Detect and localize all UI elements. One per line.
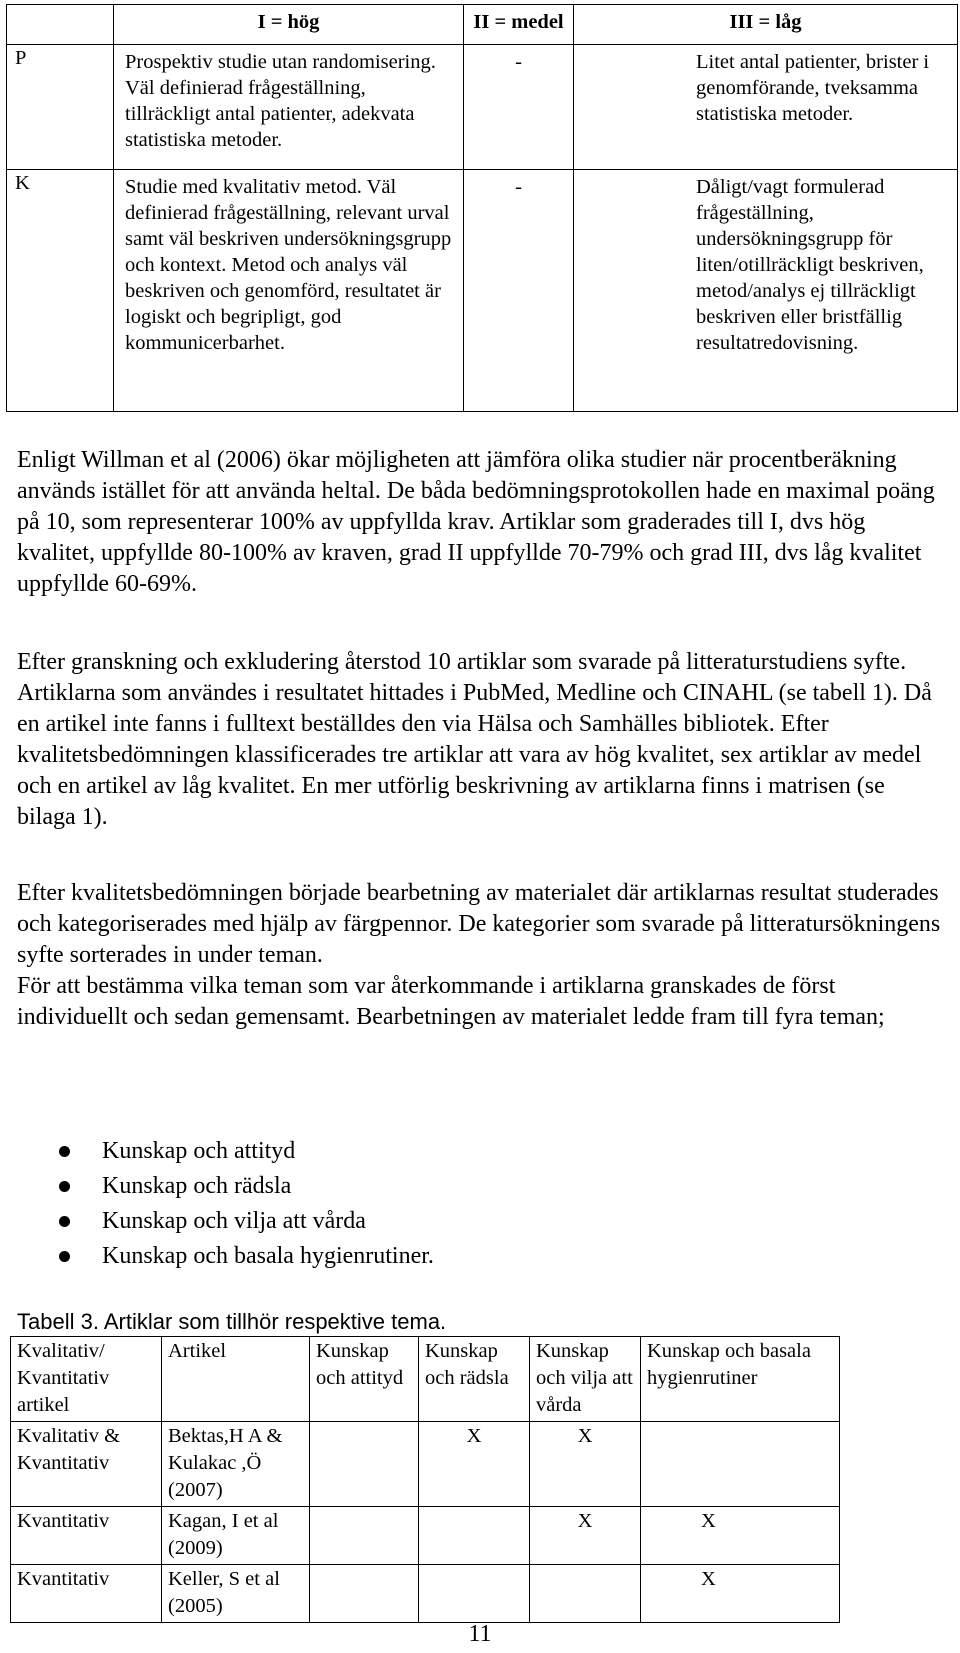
grading-medium-description: -	[464, 170, 574, 412]
bullet-icon	[59, 1216, 70, 1227]
articles-theme-table	[10, 1336, 840, 1623]
grading-row-label: K	[7, 170, 114, 412]
header-article: Artikel	[162, 1337, 310, 1422]
grading-header-row	[7, 5, 958, 45]
cell-type: Kvantitativ	[11, 1507, 162, 1565]
paragraph-percent-calculation: Enligt Willman et al (2006) ökar möjligheten att jämföra olika studier när procentberäkning används istället för att använda heltal. De båda bedömningsprotokollen hade en maximal poäng på 10, som representerar 100% av uppfyllda krav. Artiklar som graderades till I, dvs hög kvalitet, uppfyllde 80-100% av kraven, grad II uppfyllde 70-79% och grad III, dvs låg kvalitet uppfyllde 60-69%.	[17, 447, 935, 597]
cell-article: Keller, S et al (2005)	[162, 1565, 310, 1623]
cell-radsla: X	[419, 1422, 530, 1507]
theme-label: Kunskap och rädsla	[102, 1173, 292, 1199]
cell-radsla	[419, 1507, 530, 1565]
paragraph-analysis-part1: Efter kvalitetsbedömningen började bearbetning av materialet där artiklarnas resultat studerades och kategoriserades med hjälp av färgpennor. De kategorier som svarade på litteratursökningens syfte sorterades in under teman.	[17, 880, 941, 968]
grading-high-description: Prospektiv studie utan randomisering. Väl definierad frågeställning, tillräckligt antal patienter, adekvata statistiska metoder.	[114, 45, 464, 170]
bullet-icon	[59, 1251, 70, 1262]
grading-row-label: P	[7, 45, 114, 170]
cell-attityd	[310, 1422, 419, 1507]
bullet-icon	[59, 1181, 70, 1192]
header-type: Kvalitativ/ Kvantitativ artikel	[11, 1337, 162, 1422]
table-caption: Tabell 3. Artiklar som tillhör respektive tema.	[17, 1309, 447, 1334]
grading-header-empty	[7, 5, 114, 45]
themes-list	[17, 1134, 434, 1274]
page-number: 11	[468, 1621, 492, 1647]
header-attityd: Kunskap och attityd	[310, 1337, 419, 1422]
header-vilja: Kunskap och vilja att vårda	[530, 1337, 641, 1422]
header-hygien: Kunskap och basala hygienrutiner	[641, 1337, 840, 1422]
list-item	[17, 1169, 434, 1204]
table-row	[11, 1565, 840, 1623]
cell-article: Bektas,H A & Kulakac ,Ö (2007)	[162, 1422, 310, 1507]
cell-hygien: X	[641, 1507, 840, 1565]
theme-label: Kunskap och vilja att vårda	[102, 1208, 366, 1234]
cell-vilja: X	[530, 1507, 641, 1565]
paragraph-analysis	[17, 878, 947, 1033]
grading-header-low: III = låg	[574, 5, 958, 45]
grading-high-description: Studie med kvalitativ metod. Väl definierad frågeställning, relevant urval samt väl beskriven undersökningsgrupp och kontext. Metod och analys väl beskriven och genomförd, resultatet är logiskt och begripligt, god kommunicerbarhet.	[114, 170, 464, 412]
theme-label: Kunskap och basala hygienrutiner.	[102, 1243, 434, 1269]
cell-vilja	[530, 1565, 641, 1623]
grading-medium-description: -	[464, 45, 574, 170]
theme-label: Kunskap och attityd	[102, 1138, 296, 1164]
table-row	[11, 1422, 840, 1507]
cell-radsla	[419, 1565, 530, 1623]
bullet-icon	[59, 1146, 70, 1157]
cell-attityd	[310, 1565, 419, 1623]
grading-row-p	[7, 45, 958, 170]
quality-grading-table	[6, 4, 958, 412]
cell-attityd	[310, 1507, 419, 1565]
table-header-row	[11, 1337, 840, 1422]
paragraph-analysis-part2: För att bestämma vilka teman som var återkommande i artiklarna granskades de först individuellt och sedan gemensamt. Bearbetningen av materialet ledde fram till fyra teman;	[17, 973, 885, 1030]
list-item	[17, 1204, 434, 1239]
cell-type: Kvalitativ & Kvantitativ	[11, 1422, 162, 1507]
cell-vilja: X	[530, 1422, 641, 1507]
grading-header-high: I = hög	[114, 5, 464, 45]
grading-header-medium: II = medel	[464, 5, 574, 45]
grading-low-description: Litet antal patienter, brister i genomförande, tveksamma statistiska metoder.	[574, 45, 958, 170]
cell-article: Kagan, I et al (2009)	[162, 1507, 310, 1565]
list-item	[17, 1134, 434, 1169]
list-item	[17, 1239, 434, 1274]
table-row	[11, 1507, 840, 1565]
grading-low-description: Dåligt/vagt formulerad frågeställning, undersökningsgrupp för liten/otillräckligt beskriven, metod/analys ej tillräckligt beskriven eller bristfällig resultatredovisning.	[574, 170, 958, 412]
cell-type: Kvantitativ	[11, 1565, 162, 1623]
header-radsla: Kunskap och rädsla	[419, 1337, 530, 1422]
cell-hygien	[641, 1422, 840, 1507]
paragraph-article-selection: Efter granskning och exkludering återstod 10 artiklar som svarade på litteraturstudiens syfte. Artiklarna som användes i resultatet hittades i PubMed, Medline och CINAHL (se tabell 1). Då en artikel inte fanns i fulltext beställdes den via Hälsa och Samhälles bibliotek. Efter kvalitetsbedömningen klassificerades tre artiklar att vara av hög kvalitet, sex artiklar av medel och en artikel av låg kvalitet. En mer utförlig beskrivning av artiklarna finns i matrisen (se bilaga 1).	[17, 649, 932, 830]
cell-hygien: X	[641, 1565, 840, 1623]
grading-row-k	[7, 170, 958, 412]
